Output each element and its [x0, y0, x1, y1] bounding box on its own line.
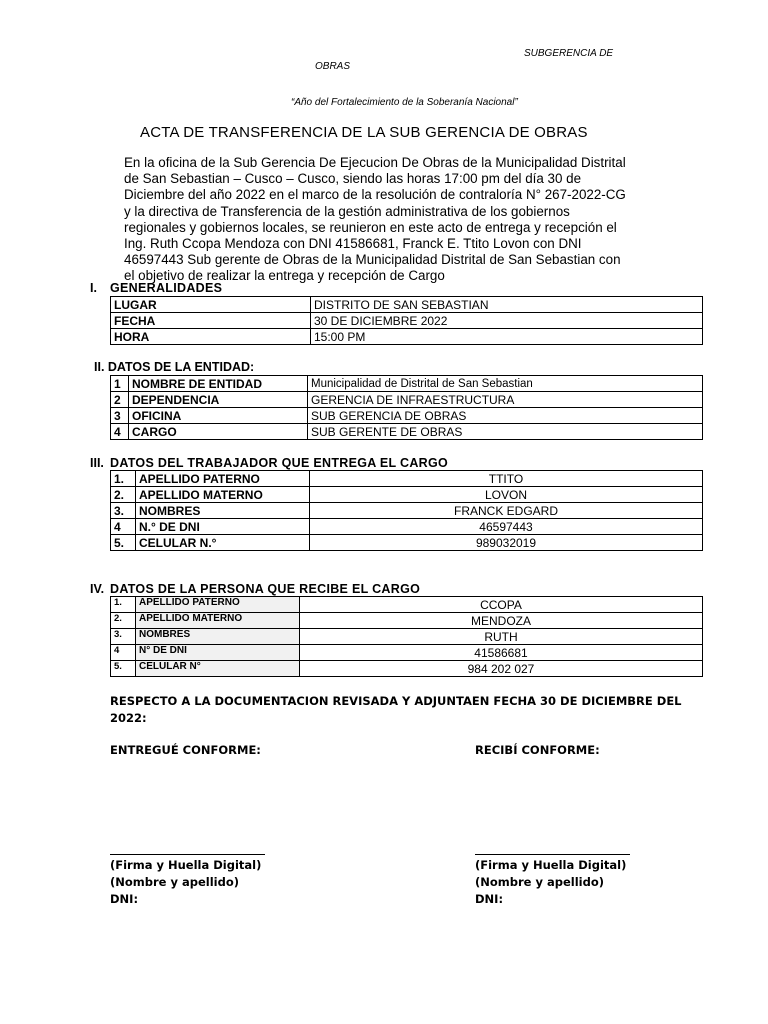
header-subgerencia: SUBGERENCIA DE [524, 48, 614, 59]
row-value: 984 202 027 [300, 661, 703, 677]
signature-caption: (Firma y Huella Digital) [475, 858, 627, 872]
table-row [111, 408, 703, 424]
table-row [111, 503, 703, 519]
row-value: 15:00 PM [311, 329, 703, 345]
signature-block-right [475, 857, 626, 908]
intro-line: Diciembre del año 2022 en el marco de la resolución de contraloría N° 267-2022-CG [124, 187, 626, 203]
row-value: LOVON [310, 487, 703, 503]
row-label: CELULAR N.° [136, 535, 310, 551]
row-value: GERENCIA DE INFRAESTRUCTURA [308, 392, 703, 408]
section-1-number: I. [90, 281, 97, 295]
table-row [111, 597, 703, 613]
row-label: LUGAR [111, 297, 311, 313]
row-value: 46597443 [310, 519, 703, 535]
dni-caption: DNI: [110, 892, 139, 906]
intro-line: 46597443 Sub gerente de Obras de la Municipalidad Distrital de San Sebastian con [124, 252, 621, 268]
row-value: FRANCK EDGARD [310, 503, 703, 519]
row-number: 1. [111, 471, 136, 487]
row-value: CCOPA [300, 597, 703, 613]
table-row [111, 535, 703, 551]
note-line: RESPECTO A LA DOCUMENTACION REVISADA Y ADJUNTAEN FECHA 30 DE DICIEMBRE DEL [110, 694, 682, 708]
row-value: SUB GERENTE DE OBRAS [308, 424, 703, 440]
table-row [111, 297, 703, 313]
row-label: CARGO [129, 424, 308, 440]
intro-line: el objetivo de realizar la entrega y recepción de Cargo [124, 268, 445, 284]
row-label: APELLIDO PATERNO [136, 471, 310, 487]
year-motto: “Año del Fortalecimiento de la Soberanía Nacional” [291, 97, 518, 108]
row-value: RUTH [300, 629, 703, 645]
signature-caption: (Firma y Huella Digital) [110, 858, 262, 872]
signature-line-left [110, 854, 265, 855]
row-number: 3. [111, 629, 136, 645]
name-caption: (Nombre y apellido) [110, 875, 239, 889]
name-caption: (Nombre y apellido) [475, 875, 604, 889]
intro-paragraph [124, 155, 664, 285]
row-label: NOMBRES [136, 629, 300, 645]
row-label: N° DE DNI [136, 645, 300, 661]
documentation-note [110, 693, 690, 727]
section-4-heading: DATOS DE LA PERSONA QUE RECIBE EL CARGO [110, 582, 421, 596]
table-row [111, 487, 703, 503]
row-number: 2 [111, 392, 129, 408]
row-label: NOMBRES [136, 503, 310, 519]
table-row [111, 376, 703, 392]
row-value: 30 DE DICIEMBRE 2022 [311, 313, 703, 329]
header-obras: OBRAS [315, 61, 351, 72]
row-value: Municipalidad de Distrital de San Sebastian [308, 376, 703, 392]
document-title: ACTA DE TRANSFERENCIA DE LA SUB GERENCIA DE OBRAS [140, 124, 588, 141]
table-row [111, 519, 703, 535]
section-2-heading: II. DATOS DE LA ENTIDAD: [94, 360, 255, 374]
table-row [111, 392, 703, 408]
row-value: 41586681 [300, 645, 703, 661]
intro-line: de San Sebastian – Cusco – Cusco, siendo las horas 17:00 pm del día 30 de [124, 171, 582, 187]
generalidades-table [110, 296, 703, 345]
section-3-number: III. [90, 456, 104, 470]
row-value: TTITO [310, 471, 703, 487]
table-row [111, 424, 703, 440]
row-label: APELLIDO MATERNO [136, 487, 310, 503]
intro-line: Ing. Ruth Ccopa Mendoza con DNI 41586681, Franck E. Ttito Lovon con DNI [124, 236, 582, 252]
row-number: 1 [111, 376, 129, 392]
row-number: 3. [111, 503, 136, 519]
table-row [111, 613, 703, 629]
section-1-heading: GENERALIDADES [110, 281, 223, 295]
row-label: HORA [111, 329, 311, 345]
recibi-heading: RECIBÍ CONFORME: [475, 743, 600, 757]
row-value: 989032019 [310, 535, 703, 551]
row-number: 2. [111, 613, 136, 629]
row-number: 1. [111, 597, 136, 613]
row-label: NOMBRE DE ENTIDAD [129, 376, 308, 392]
row-label: OFICINA [129, 408, 308, 424]
entrega-table [110, 470, 703, 551]
row-value: DISTRITO DE SAN SEBASTIAN [311, 297, 703, 313]
section-4-number: IV. [90, 582, 105, 596]
row-number: 3 [111, 408, 129, 424]
table-row [111, 661, 703, 677]
row-label: APELLIDO MATERNO [136, 613, 300, 629]
entregue-heading: ENTREGUÉ CONFORME: [110, 743, 261, 757]
dni-caption: DNI: [475, 892, 504, 906]
table-row [111, 329, 703, 345]
row-label: APELLIDO PATERNO [136, 597, 300, 613]
recibe-table [110, 596, 703, 677]
intro-line: En la oficina de la Sub Gerencia De Ejecucion De Obras de la Municipalidad Distrital [124, 155, 626, 170]
row-label: DEPENDENCIA [129, 392, 308, 408]
row-label: FECHA [111, 313, 311, 329]
row-number: 4 [111, 519, 136, 535]
row-number: 2. [111, 487, 136, 503]
row-number: 4 [111, 424, 129, 440]
signature-block-left [110, 857, 261, 908]
note-line: 2022: [110, 711, 147, 725]
table-row [111, 629, 703, 645]
table-row [111, 313, 703, 329]
row-label: CELULAR N° [136, 661, 300, 677]
row-value: MENDOZA [300, 613, 703, 629]
table-row [111, 471, 703, 487]
row-value: SUB GERENCIA DE OBRAS [308, 408, 703, 424]
table-row [111, 645, 703, 661]
row-number: 5. [111, 661, 136, 677]
row-number: 4 [111, 645, 136, 661]
signature-line-right [475, 854, 630, 855]
section-3-heading: DATOS DEL TRABAJADOR QUE ENTREGA EL CARGO [110, 456, 449, 470]
entidad-table [110, 375, 703, 440]
row-number: 5. [111, 535, 136, 551]
intro-line: y la directiva de Transferencia de la gestión administrativa de los gobiernos [124, 203, 570, 219]
intro-line: regionales y gobiernos locales, se reunieron en este acto de entrega y recepción el [124, 219, 617, 235]
row-label: N.° DE DNI [136, 519, 310, 535]
